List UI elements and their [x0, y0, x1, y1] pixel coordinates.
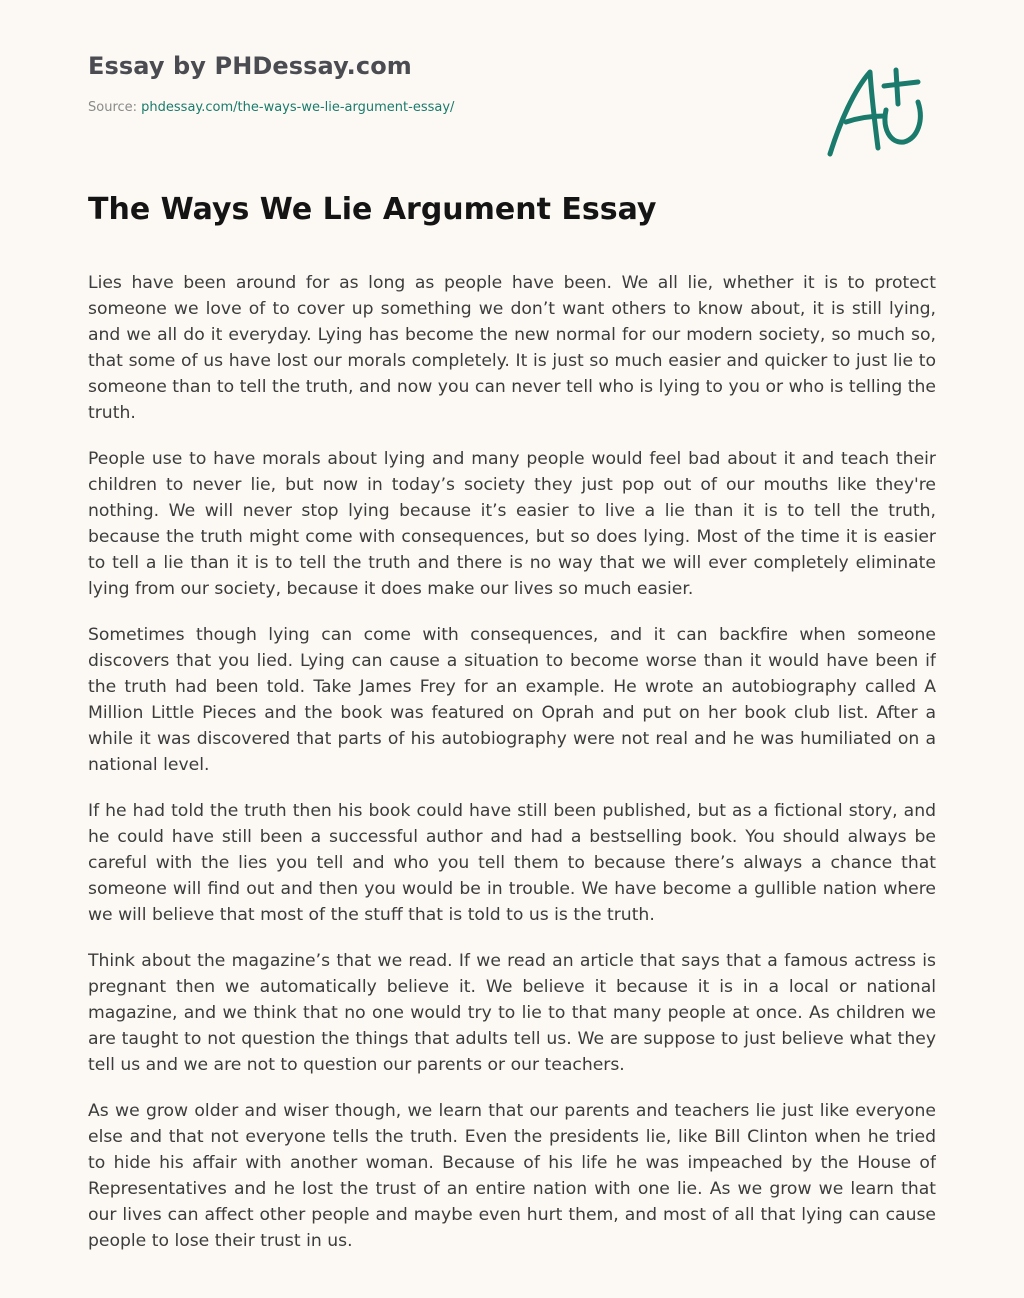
essay-paragraph: If he had told the truth then his book could have still been published, but as a fictional story, and he could have still been a successful author and had a bestselling book. You should always be careful with the lies you tell and who you tell them to because there’s always a chance that someone will find out and then you would be in trouble. We have become a gullible nation where we will believe that most of the stuff that is told to us is the truth.: [88, 801, 936, 925]
a-plus-icon: [820, 62, 930, 162]
page-title: The Ways We Lie Argument Essay: [88, 192, 657, 227]
source-line: [88, 98, 788, 118]
page-header: [88, 50, 788, 118]
essay-body: [88, 270, 936, 1252]
source-link[interactable]: phdessay.com/the-ways-we-lie-argument-essay/: [141, 100, 455, 115]
source-label: Source:: [88, 100, 142, 115]
essay-paragraph: People use to have morals about lying and many people would feel bad about it and teach their children to never lie, but now in today’s society they just pop out of our mouths like they're nothing. We will never stop lying because it’s easier to live a lie than it is to tell the truth, because the truth might come with consequences, but so does lying. Most of the time it is easier to tell a lie than it is to tell the truth and there is no way that we will ever completely eliminate lying from our society, because it does make our lives so much easier.: [88, 449, 936, 599]
essay-paragraph: Lies have been around for as long as people have been. We all lie, whether it is to protect someone we love of to cover up something we don’t want others to know about, it is still lying, and we all do it everyday. Lying has become the new normal for our modern society, so much so, that some of us have lost our morals completely. It is just so much easier and quicker to just lie to someone than to tell the truth, and now you can never tell who is lying to you or who is telling the truth.: [88, 273, 936, 423]
essay-paragraph: Think about the magazine’s that we read. If we read an article that says that a famous actress is pregnant then we automatically believe it. We believe it because it is in a local or national magazine, and we think that no one would try to lie to that many people at once. As children we are taught to not question the things that adults tell us. We are suppose to just believe what they tell us and we are not to question our parents or our teachers.: [88, 951, 936, 1075]
essay-paragraph: As we grow older and wiser though, we learn that our parents and teachers lie just like everyone else and that not everyone tells the truth. Even the presidents lie, like Bill Clinton when he tried to hide his affair with another woman. Because of his life he was impeached by the House of Representatives and he lost the trust of an entire nation with one lie. As we grow we learn that our lives can affect other people and maybe even hurt them, and most of all that lying can cause people to lose their trust in us.: [88, 1101, 936, 1251]
brand-name: Essay by PHDessay.com: [88, 52, 412, 80]
essay-paragraph: Sometimes though lying can come with consequences, and it can backfire when someone discovers that you lied. Lying can cause a situation to become worse than it would have been if the truth had been told. Take James Frey for an example. He wrote an autobiography called A Million Little Pieces and the book was featured on Oprah and put on her book club list. After a while it was discovered that parts of his autobiography were not real and he was humiliated on a national level.: [88, 625, 936, 775]
